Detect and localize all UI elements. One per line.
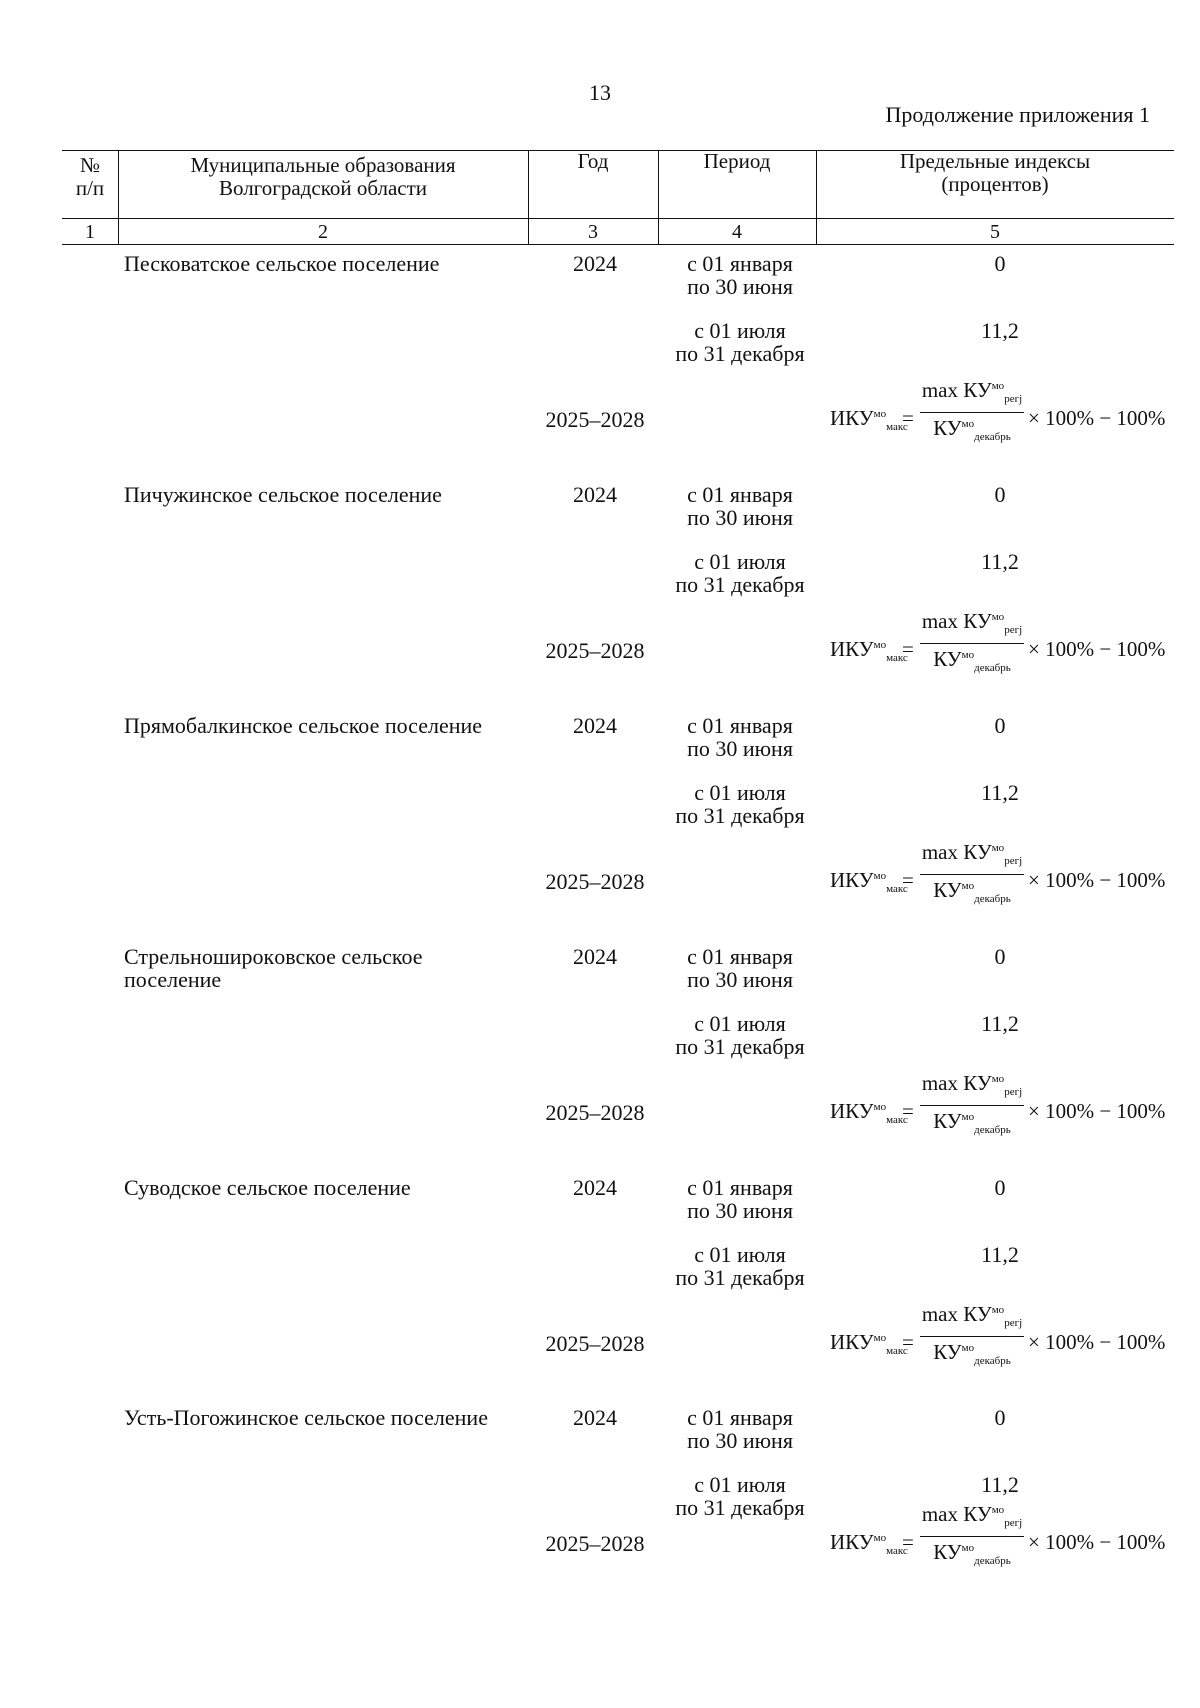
header-cell-year: Год	[577, 149, 609, 173]
formula-tail: × 100% − 100%	[1028, 637, 1166, 661]
index-formula	[830, 609, 1180, 685]
formula-equals: =	[902, 406, 914, 430]
formula-numerator: $\max КУ^{мо}_{регj}$	[921, 840, 1023, 868]
period-cell: с 01 января по 30 июня	[687, 482, 793, 530]
formula-tail: × 100% − 100%	[1028, 1330, 1166, 1354]
header-mid-rule	[62, 218, 1174, 219]
column-number: 2	[318, 221, 328, 243]
index-value: 0	[994, 944, 1006, 969]
period-cell: с 01 июля по 31 декабря	[675, 1011, 805, 1059]
formula-denominator: $КУ^{мо}_{декабрь}$	[933, 1340, 1011, 1368]
index-formula	[830, 1071, 1180, 1147]
settlement-name: Прямобалкинское сельское поселение	[124, 713, 483, 738]
fraction-bar	[920, 412, 1024, 413]
formula-tail: × 100% − 100%	[1028, 1530, 1166, 1554]
header-cell-indexes: Предельные индексы (процентов)	[899, 149, 1091, 196]
year-cell: 2024	[573, 944, 617, 969]
index-value: 0	[994, 482, 1006, 507]
formula-equals: =	[902, 868, 914, 892]
period-cell: с 01 июля по 31 декабря	[675, 780, 805, 828]
period-cell: с 01 января по 30 июня	[687, 713, 793, 761]
year-range-cell: 2025–2028	[545, 638, 645, 663]
formula-numerator: $\max КУ^{мо}_{регj}$	[921, 609, 1023, 637]
fraction-bar	[920, 1536, 1024, 1537]
year-cell: 2024	[573, 251, 617, 276]
period-cell: с 01 января по 30 июня	[687, 251, 793, 299]
column-number: 3	[588, 221, 598, 243]
index-value: 11,2	[981, 1011, 1019, 1036]
table-header	[62, 150, 1174, 246]
year-range-cell: 2025–2028	[545, 407, 645, 432]
column-number: 4	[732, 221, 742, 243]
formula-numerator: $\max КУ^{мо}_{регj}$	[921, 1071, 1023, 1099]
index-formula	[830, 840, 1180, 916]
header-cell-period: Период	[703, 149, 771, 173]
index-value: 11,2	[981, 318, 1019, 343]
formula-lhs: $ИКУ^{мо}_{макс}$	[830, 637, 908, 665]
index-formula	[830, 1502, 1180, 1578]
period-cell: с 01 января по 30 июня	[687, 1175, 793, 1223]
formula-numerator: $\max КУ^{мо}_{регj}$	[921, 378, 1023, 406]
formula-lhs: $ИКУ^{мо}_{макс}$	[830, 868, 908, 896]
fraction-bar	[920, 874, 1024, 875]
year-cell: 2024	[573, 713, 617, 738]
settlement-name: Суводское сельское поселение	[124, 1175, 411, 1200]
column-number: 1	[85, 221, 95, 243]
formula-lhs: $ИКУ^{мо}_{макс}$	[830, 1330, 908, 1358]
period-cell: с 01 июля по 31 декабря	[675, 549, 805, 597]
settlement-name: Стрельноширокoвское сельское поселение	[124, 944, 423, 992]
index-value: 0	[994, 713, 1006, 738]
page-number: 13	[589, 80, 611, 105]
year-cell: 2024	[573, 1405, 617, 1430]
formula-equals: =	[902, 637, 914, 661]
formula-denominator: $КУ^{мо}_{декабрь}$	[933, 416, 1011, 444]
formula-equals: =	[902, 1099, 914, 1123]
year-cell: 2024	[573, 1175, 617, 1200]
formula-numerator: $\max КУ^{мо}_{регj}$	[921, 1302, 1023, 1330]
settlement-name: Усть-Погожинское сельское поселение	[124, 1405, 488, 1430]
period-cell: с 01 января по 30 июня	[687, 1405, 793, 1453]
period-cell: с 01 января по 30 июня	[687, 944, 793, 992]
fraction-bar	[920, 1105, 1024, 1106]
formula-lhs: $ИКУ^{мо}_{макс}$	[830, 1530, 908, 1558]
formula-denominator: $КУ^{мо}_{декабрь}$	[933, 1109, 1011, 1137]
formula-equals: =	[902, 1330, 914, 1354]
formula-equals: =	[902, 1530, 914, 1554]
year-range-cell: 2025–2028	[545, 1531, 645, 1556]
formula-lhs: $ИКУ^{мо}_{макс}$	[830, 1099, 908, 1127]
formula-lhs: $ИКУ^{мо}_{макс}$	[830, 406, 908, 434]
header-cell-municipality: Муниципальные образования Волгоградской области	[190, 153, 456, 200]
index-value: 0	[994, 1405, 1006, 1430]
year-cell: 2024	[573, 482, 617, 507]
settlement-name: Пичужинское сельское поселение	[124, 482, 442, 507]
appendix-label: Продолжение приложения 1	[885, 102, 1150, 127]
column-number: 5	[990, 221, 1000, 243]
year-range-cell: 2025–2028	[545, 1100, 645, 1125]
formula-tail: × 100% − 100%	[1028, 868, 1166, 892]
period-cell: с 01 июля по 31 декабря	[675, 318, 805, 366]
year-range-cell: 2025–2028	[545, 869, 645, 894]
fraction-bar	[920, 643, 1024, 644]
fraction-bar	[920, 1336, 1024, 1337]
period-cell: с 01 июля по 31 декабря	[675, 1242, 805, 1290]
index-value: 0	[994, 1175, 1006, 1200]
index-value: 11,2	[981, 780, 1019, 805]
index-formula	[830, 1302, 1180, 1378]
year-range-cell: 2025–2028	[545, 1331, 645, 1356]
formula-numerator: $\max КУ^{мо}_{регj}$	[921, 1502, 1023, 1530]
formula-tail: × 100% − 100%	[1028, 406, 1166, 430]
index-value: 11,2	[981, 1242, 1019, 1267]
header-bottom-rule	[62, 244, 1174, 245]
settlement-name: Песковатское сельское поселение	[124, 251, 440, 276]
header-cell-number: № п/п	[75, 153, 105, 200]
index-value: 0	[994, 251, 1006, 276]
index-formula	[830, 378, 1180, 454]
index-value: 11,2	[981, 549, 1019, 574]
formula-denominator: $КУ^{мо}_{декабрь}$	[933, 1540, 1011, 1568]
formula-denominator: $КУ^{мо}_{декабрь}$	[933, 647, 1011, 675]
period-cell: с 01 июля по 31 декабря	[675, 1472, 805, 1520]
index-value: 11,2	[981, 1472, 1019, 1497]
formula-denominator: $КУ^{мо}_{декабрь}$	[933, 878, 1011, 906]
formula-tail: × 100% − 100%	[1028, 1099, 1166, 1123]
